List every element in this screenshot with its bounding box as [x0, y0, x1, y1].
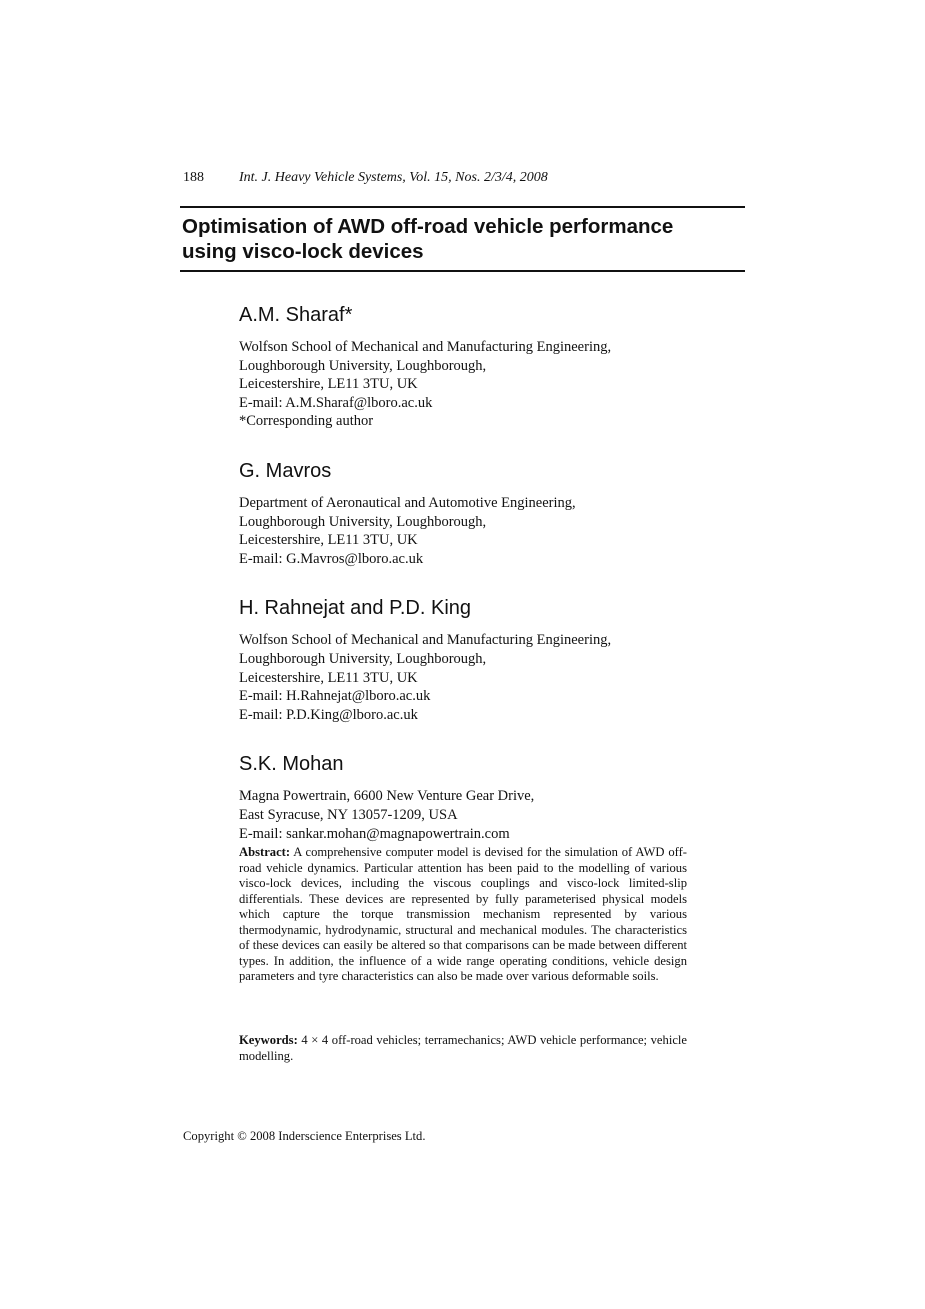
affiliation-line: East Syracuse, NY 13057-1209, USA [239, 806, 458, 823]
abstract [239, 845, 687, 985]
author-block [239, 595, 709, 724]
author-email: E-mail: H.Rahnejat@lboro.ac.uk [239, 688, 431, 705]
author-block [239, 302, 709, 431]
paper-title-line-2: using visco-lock devices [182, 240, 424, 263]
affiliation-line: Wolfson School of Mechanical and Manufacturing Engineering, [239, 339, 612, 355]
keywords-label: Keywords: [239, 1033, 298, 1047]
keywords [239, 1033, 687, 1064]
author-email: E-mail: P.D.King@lboro.ac.uk [239, 706, 418, 723]
paper-title [182, 214, 742, 264]
affiliation-line: Department of Aeronautical and Automotive Engineering, [239, 494, 576, 511]
affiliation-line: Leicestershire, LE11 3TU, UK [239, 532, 418, 549]
author-list [239, 302, 709, 843]
paper-title-line-1: Optimisation of AWD off-road vehicle performance [182, 215, 674, 238]
title-top-rule [180, 206, 745, 208]
author-email: E-mail: A.M.Sharaf@lboro.ac.uk [239, 394, 433, 411]
journal-citation: Int. J. Heavy Vehicle Systems, Vol. 15, Nos. 2/3/4, 2008 [239, 170, 548, 185]
affiliation-line: Wolfson School of Mechanical and Manufacturing Engineering, [239, 632, 612, 649]
author-email: E-mail: sankar.mohan@magnapowertrain.com [239, 825, 510, 842]
abstract-text: A comprehensive computer model is devised for the simulation of AWD off-road vehicle dynamics. Particular attention has been paid to the modelling of various visco-lock devices, including the viscous couplings and visco-lock limited-slip differentials. These devices are represented by fully parameterised physical models which capture the torque transmission mechanism represented by various thermodynamic, hydrodynamic, structural and mechanical modules. The characteristics of these devices can easily be altered so that comparisons can be made between different types. In addition, the influence of a wide range operating conditions, vehicle design parameters and tyre characteristics can also be made over various deformable soils. [239, 845, 687, 983]
author-block [239, 458, 709, 568]
author-email: E-mail: G.Mavros@lboro.ac.uk [239, 550, 424, 567]
author-name: G. Mavros [239, 459, 332, 482]
affiliation-line: Leicestershire, LE11 3TU, UK [239, 669, 418, 686]
affiliation-line: Loughborough University, Loughborough, [239, 513, 487, 530]
affiliation-line: Magna Powertrain, 6600 New Venture Gear Drive, [239, 788, 535, 805]
affiliation-line: Leicestershire, LE11 3TU, UK [239, 376, 418, 393]
running-head [183, 169, 548, 187]
author-name: A.M. Sharaf* [239, 304, 353, 326]
keywords-text: 4 × 4 off-road vehicles; terramechanics; AWD vehicle performance; vehicle modelling. [239, 1033, 687, 1063]
author-name: S.K. Mohan [239, 753, 344, 776]
affiliation-line: Loughborough University, Loughborough, [239, 357, 487, 374]
author-block [239, 751, 709, 843]
abstract-label: Abstract: [239, 845, 291, 859]
title-bottom-rule [180, 270, 745, 272]
copyright-notice: Copyright © 2008 Inderscience Enterprises Ltd. [183, 1129, 426, 1143]
affiliation-line: Loughborough University, Loughborough, [239, 650, 487, 667]
author-name: H. Rahnejat and P.D. King [239, 597, 472, 620]
page-number: 188 [183, 170, 204, 185]
corresponding-author-note: *Corresponding author [239, 413, 374, 430]
